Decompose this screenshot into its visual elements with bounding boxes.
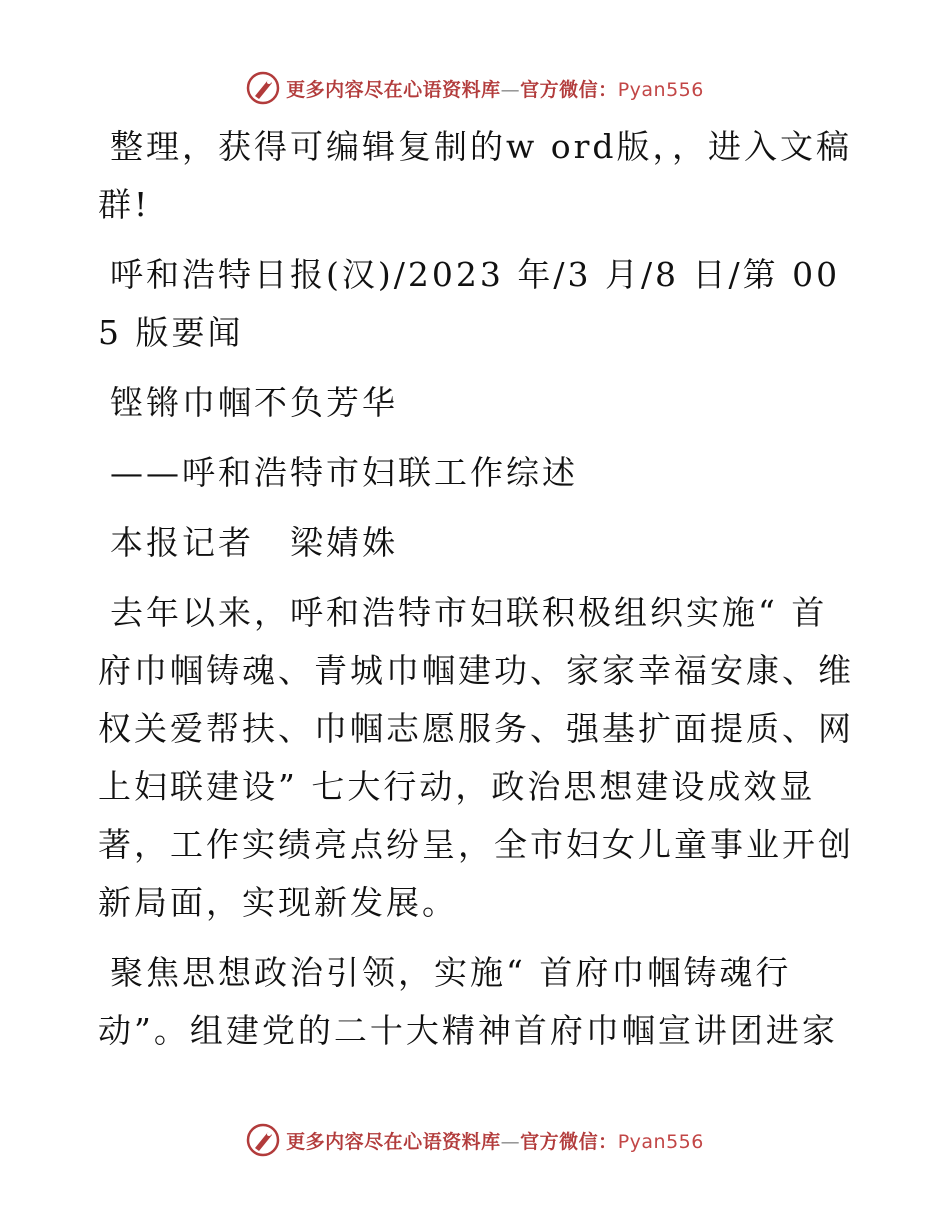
article-title: 铿锵巾帼不负芳华 <box>110 383 398 422</box>
watermark-text: 更多内容尽在心语资料库—官方微信：Pyan556 <box>286 1130 704 1153</box>
watermark-text: 更多内容尽在心语资料库—官方微信：Pyan556 <box>286 78 704 101</box>
intro-note: 整理，获得可编辑复制的w ord版，，进入文稿群! <box>98 127 853 224</box>
document-body <box>98 118 858 1072</box>
article-subtitle: ——呼和浩特市妇联工作综述 <box>110 453 578 492</box>
header-watermark <box>0 68 950 108</box>
body-paragraph: 去年以来，呼和浩特市妇联积极组织实施“ 首府巾帼铸魂、青城巾帼建功、家家幸福安康、维权关爱帮扶、巾帼志愿服务、强基扩面提质、网上妇联建设” 七大行动，政治思想建设成效显著，工作实绩亮点纷呈，全市妇女儿童事业开创新局面，实现新发展。 <box>98 593 854 922</box>
source-line: 呼和浩特日报(汉)/2023 年/3 月/8 日/第 005 版要闻 <box>98 255 841 352</box>
pen-logo-icon <box>246 71 280 105</box>
footer-watermark <box>0 1120 950 1160</box>
pen-logo-icon <box>246 1123 280 1157</box>
byline: 本报记者 梁婧姝 <box>110 523 398 562</box>
body-paragraph: 聚焦思想政治引领，实施“ 首府巾帼铸魂行动”。组建党的二十大精神首府巾帼宣讲团进家 <box>98 953 838 1050</box>
